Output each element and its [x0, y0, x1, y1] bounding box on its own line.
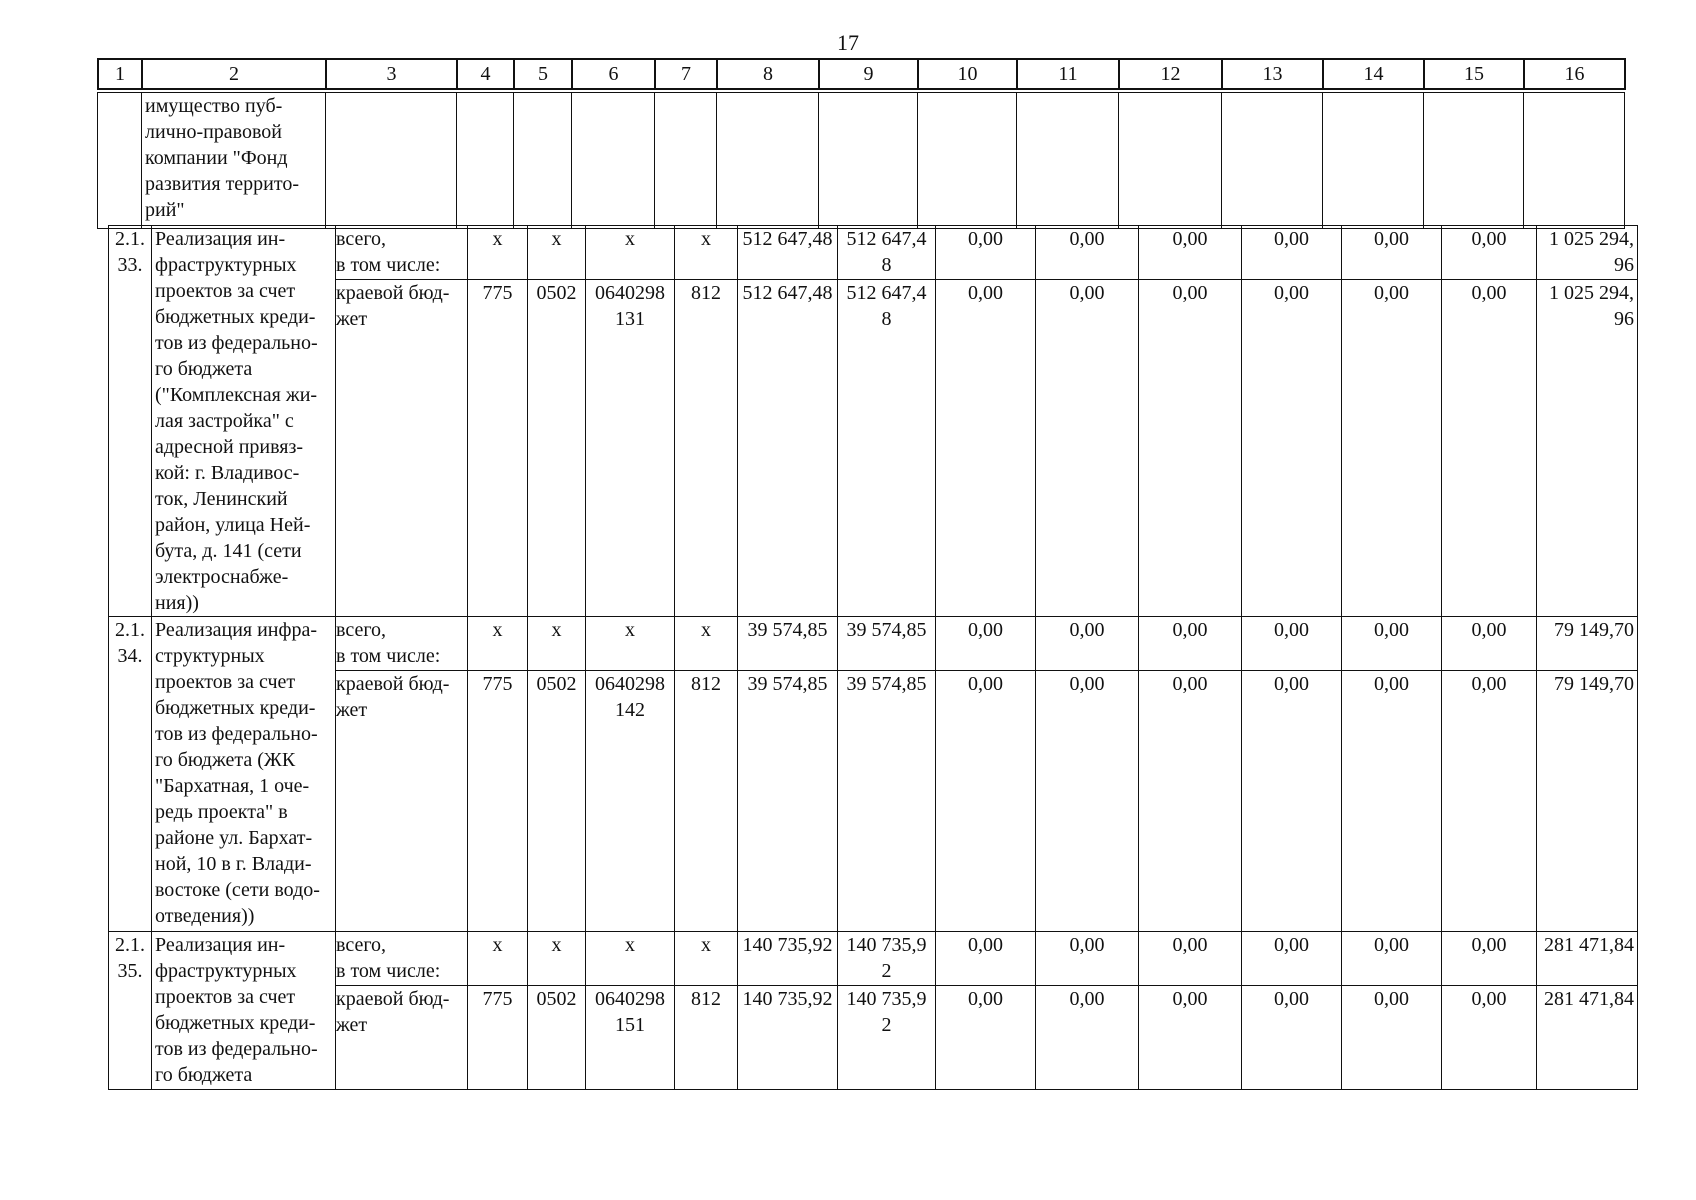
item-description: Реализация ин- фраструктурных проектов за счет бюджетных креди- тов из федерально- го бюджета ("Комплексная жи- лая застройка" с адресной привяз- кой: г. Владивос- ток, Ленинский район, улица Ней- бута, д. 141 (сети электроснабже- ния)): [152, 226, 336, 617]
cell-c11: 0,00: [1036, 986, 1139, 1090]
empty-cell: [326, 93, 457, 229]
cell-c4: x: [468, 932, 528, 986]
empty-cell: [98, 93, 142, 229]
empty-cell: [1222, 93, 1323, 229]
cell-c7: 812: [675, 280, 738, 617]
funding-source: краевой бюд- жет: [336, 280, 468, 617]
cell-c8: 140 735,92: [738, 986, 838, 1090]
funding-source: всего, в том числе:: [336, 932, 468, 986]
cell-c15: 0,00: [1442, 671, 1537, 932]
empty-cell: [457, 93, 514, 229]
empty-cell: [572, 93, 655, 229]
cell-c9: 39 574,85: [838, 671, 936, 932]
cell-c8: 512 647,48: [738, 226, 838, 280]
cell-c10: 0,00: [936, 617, 1036, 671]
cell-c14: 0,00: [1342, 671, 1442, 932]
cell-c10: 0,00: [936, 671, 1036, 932]
cell-c12: 0,00: [1139, 226, 1242, 280]
empty-cell: [918, 93, 1017, 229]
empty-cell: [514, 93, 572, 229]
empty-cell: [819, 93, 918, 229]
column-header: 9: [819, 59, 918, 89]
cell-c12: 0,00: [1139, 986, 1242, 1090]
item-number: 2.1. 34.: [109, 617, 152, 932]
funding-source: всего, в том числе:: [336, 617, 468, 671]
item-number: 2.1. 35.: [109, 932, 152, 1090]
cell-c10: 0,00: [936, 226, 1036, 280]
total-funding-row: [109, 226, 1638, 280]
cell-c6: x: [586, 932, 675, 986]
continued-entry-row: [98, 93, 1625, 229]
cell-c7: x: [675, 226, 738, 280]
cell-c7: x: [675, 932, 738, 986]
cell-c4: 775: [468, 671, 528, 932]
cell-c6: x: [586, 226, 675, 280]
empty-cell: [717, 93, 819, 229]
column-header: 6: [572, 59, 655, 89]
cell-c15: 0,00: [1442, 617, 1537, 671]
cell-c16: 79 149,70: [1537, 671, 1638, 932]
cell-c16: 1 025 294, 96: [1537, 280, 1638, 617]
column-header: 3: [326, 59, 457, 89]
cell-c15: 0,00: [1442, 932, 1537, 986]
column-header: 5: [514, 59, 572, 89]
budget-item-table: [108, 225, 1638, 617]
cell-c11: 0,00: [1036, 671, 1139, 932]
column-header: 16: [1524, 59, 1625, 89]
cell-c11: 0,00: [1036, 226, 1139, 280]
cell-c5: 0502: [528, 986, 586, 1090]
column-header: 1: [98, 59, 142, 89]
page-number: 17: [837, 30, 859, 55]
cell-c5: 0502: [528, 280, 586, 617]
cell-c15: 0,00: [1442, 226, 1537, 280]
cell-c7: 812: [675, 986, 738, 1090]
cell-c12: 0,00: [1139, 932, 1242, 986]
cell-c8: 39 574,85: [738, 671, 838, 932]
budget-item-table: [108, 616, 1638, 932]
item-number: 2.1. 33.: [109, 226, 152, 617]
cell-c7: x: [675, 617, 738, 671]
total-funding-row: [109, 617, 1638, 671]
cell-c11: 0,00: [1036, 617, 1139, 671]
cell-c16: 281 471,84: [1537, 932, 1638, 986]
funding-source: краевой бюд- жет: [336, 986, 468, 1090]
cell-c13: 0,00: [1242, 932, 1342, 986]
regional-budget-row: [109, 280, 1638, 617]
cell-c11: 0,00: [1036, 280, 1139, 617]
cell-c9: 512 647,4 8: [838, 280, 936, 617]
column-header-row: [98, 59, 1625, 89]
column-header: 14: [1323, 59, 1424, 89]
empty-cell: [655, 93, 717, 229]
column-header: 4: [457, 59, 514, 89]
column-header: 12: [1119, 59, 1222, 89]
cell-c13: 0,00: [1242, 671, 1342, 932]
cell-c6: x: [586, 617, 675, 671]
cell-c16: 1 025 294, 96: [1537, 226, 1638, 280]
continued-description: имущество пуб- лично-правовой компании "Фонд развития террито- рий": [142, 93, 326, 229]
column-header: 13: [1222, 59, 1323, 89]
column-header: 11: [1017, 59, 1119, 89]
cell-c4: 775: [468, 280, 528, 617]
cell-c13: 0,00: [1242, 617, 1342, 671]
column-header: 2: [142, 59, 326, 89]
empty-cell: [1524, 93, 1625, 229]
cell-c4: 775: [468, 986, 528, 1090]
column-header: 10: [918, 59, 1017, 89]
column-header-table: [97, 58, 1626, 90]
cell-c14: 0,00: [1342, 932, 1442, 986]
column-header: 15: [1424, 59, 1524, 89]
cell-c11: 0,00: [1036, 932, 1139, 986]
cell-c12: 0,00: [1139, 617, 1242, 671]
cell-c16: 79 149,70: [1537, 617, 1638, 671]
item-description: Реализация ин- фраструктурных проектов за счет бюджетных креди- тов из федерально- го бюджета: [152, 932, 336, 1090]
continued-entry-table: [97, 92, 1625, 229]
cell-c14: 0,00: [1342, 226, 1442, 280]
cell-c14: 0,00: [1342, 986, 1442, 1090]
cell-c9: 140 735,9 2: [838, 932, 936, 986]
cell-c8: 512 647,48: [738, 280, 838, 617]
funding-source: краевой бюд- жет: [336, 671, 468, 932]
cell-c5: 0502: [528, 671, 586, 932]
item-description: Реализация инфра- структурных проектов за счет бюджетных креди- тов из федерально- го бюджета (ЖК "Бархатная, 1 оче- редь проекта" в районе ул. Бархат- ной, 10 в г. Влади- востоке (сети водо- отведения)): [152, 617, 336, 932]
regional-budget-row: [109, 671, 1638, 932]
cell-c13: 0,00: [1242, 986, 1342, 1090]
cell-c10: 0,00: [936, 986, 1036, 1090]
cell-c9: 39 574,85: [838, 617, 936, 671]
cell-c6: 0640298 151: [586, 986, 675, 1090]
cell-c9: 512 647,4 8: [838, 226, 936, 280]
cell-c13: 0,00: [1242, 226, 1342, 280]
column-header: 8: [717, 59, 819, 89]
cell-c7: 812: [675, 671, 738, 932]
empty-cell: [1119, 93, 1222, 229]
empty-cell: [1017, 93, 1119, 229]
cell-c14: 0,00: [1342, 280, 1442, 617]
cell-c8: 39 574,85: [738, 617, 838, 671]
cell-c5: x: [528, 932, 586, 986]
cell-c10: 0,00: [936, 280, 1036, 617]
column-header: 7: [655, 59, 717, 89]
regional-budget-row: [109, 986, 1638, 1090]
cell-c8: 140 735,92: [738, 932, 838, 986]
total-funding-row: [109, 932, 1638, 986]
funding-source: всего, в том числе:: [336, 226, 468, 280]
cell-c16: 281 471,84: [1537, 986, 1638, 1090]
cell-c12: 0,00: [1139, 280, 1242, 617]
cell-c15: 0,00: [1442, 280, 1537, 617]
cell-c5: x: [528, 226, 586, 280]
cell-c13: 0,00: [1242, 280, 1342, 617]
empty-cell: [1323, 93, 1424, 229]
cell-c9: 140 735,9 2: [838, 986, 936, 1090]
cell-c4: x: [468, 617, 528, 671]
cell-c14: 0,00: [1342, 617, 1442, 671]
empty-cell: [1424, 93, 1524, 229]
cell-c5: x: [528, 617, 586, 671]
cell-c6: 0640298 131: [586, 280, 675, 617]
budget-item-table: [108, 931, 1638, 1090]
cell-c4: x: [468, 226, 528, 280]
cell-c15: 0,00: [1442, 986, 1537, 1090]
cell-c12: 0,00: [1139, 671, 1242, 932]
cell-c10: 0,00: [936, 932, 1036, 986]
cell-c6: 0640298 142: [586, 671, 675, 932]
